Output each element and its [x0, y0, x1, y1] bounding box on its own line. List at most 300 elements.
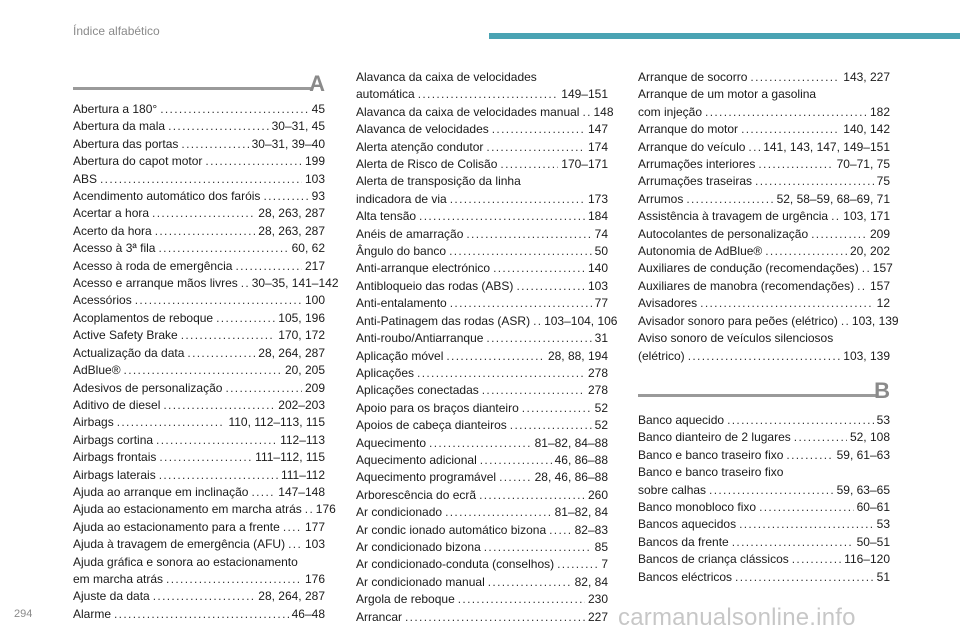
index-entry-pages: 30–31, 45 [271, 119, 325, 134]
index-entry-label: Alerta atenção condutor [356, 139, 484, 154]
dot-leader [739, 516, 874, 533]
dot-leader [549, 522, 572, 539]
index-entry [73, 153, 325, 170]
dot-leader [786, 447, 833, 464]
index-entry-label: Alavanca da caixa de velocidades manual [356, 104, 580, 119]
index-entry-pages: 103 [304, 171, 325, 186]
index-entry [638, 412, 890, 429]
index-entry-label: Ângulo do banco [356, 244, 447, 259]
index-entry-pages: 199 [304, 154, 325, 169]
page-number: 294 [14, 608, 33, 620]
index-entry-label: Aquecimento adicional [356, 452, 477, 467]
index-entry-label: Arrumações traseiras [638, 174, 753, 189]
index-entry-pages: 140 [587, 261, 608, 276]
dot-leader [251, 484, 275, 501]
index-entry-label: Autocolantes de personalização [638, 226, 809, 241]
index-entry-pages: 53 [876, 412, 890, 427]
index-entry-pages: 111–112, 115 [255, 450, 325, 465]
dot-leader [156, 432, 277, 449]
dot-leader [732, 534, 854, 551]
index-entry-pages: 28, 88, 194 [547, 348, 608, 363]
section-rule [73, 87, 311, 90]
index-entry [356, 487, 608, 504]
index-entry [73, 258, 325, 275]
index-entry-pages: 50–51 [856, 534, 890, 549]
index-entry [638, 534, 890, 551]
index-entry [356, 86, 608, 103]
dot-leader [159, 449, 252, 466]
index-entry-pages: 170–171 [561, 157, 608, 172]
index-entry [638, 551, 890, 568]
index-entry [356, 417, 608, 434]
index-entry-label: Bancos eléctricos [638, 569, 733, 584]
dot-leader [841, 313, 849, 330]
index-entry-label: ABS [73, 171, 98, 186]
index-entry-pages: 116–120 [844, 552, 890, 567]
index-entry-line: Aviso sonoro de veículos silenciosos [638, 331, 834, 346]
dot-leader [686, 191, 773, 208]
index-entry-label: Acerto da hora [73, 223, 152, 238]
index-entry-label: Ar condicionado-conduta (conselhos) [356, 557, 555, 572]
index-entry-label: Aplicações conectadas [356, 383, 479, 398]
index-entry [638, 313, 899, 330]
index-entry [638, 499, 890, 516]
index-entry-label: Airbags laterais [73, 467, 156, 482]
dot-leader [429, 435, 532, 452]
index-entry-pages: 52 [594, 418, 608, 433]
index-entry-pages: 75 [876, 174, 890, 189]
index-entry-label: Acertar a hora [73, 206, 150, 221]
dot-leader [205, 153, 302, 170]
dot-leader [158, 240, 288, 257]
index-entry [73, 501, 336, 518]
dot-leader [263, 188, 308, 205]
index-entry [638, 260, 893, 277]
index-entry-label: automática [356, 87, 415, 102]
index-entry-label: Ar condic ionado automático bizona [356, 522, 547, 537]
index-entry-pages: 20, 202 [849, 244, 890, 259]
index-entry-pages: 176 [315, 502, 336, 517]
index-entry [73, 588, 325, 605]
index-entry-label: (elétrico) [638, 348, 685, 363]
dot-leader [750, 69, 840, 86]
dot-leader [480, 452, 552, 469]
dot-leader [418, 86, 559, 103]
index-entry-pages: 45 [311, 102, 325, 116]
index-entry [638, 348, 890, 365]
index-entry-pages: 173 [587, 191, 608, 206]
index-entry [638, 429, 890, 446]
index-entry [638, 139, 890, 156]
index-entry-pages: 60–61 [856, 499, 890, 514]
dot-leader [486, 330, 591, 347]
index-entry [73, 327, 325, 344]
index-entry-label: Ajuda ao arranque em inclinação [73, 484, 249, 499]
dot-leader [492, 121, 585, 138]
index-entry-label: Arranque de socorro [638, 70, 748, 84]
index-entry-pages: 28, 263, 287 [258, 206, 325, 221]
index-entry-label: Ar condicionado manual [356, 574, 485, 589]
dot-leader [160, 101, 308, 118]
index-entry [356, 591, 608, 608]
index-entry-label: Abertura das portas [73, 136, 179, 151]
index-entry-line: Alavanca da caixa de velocidades [356, 70, 537, 84]
dot-leader [811, 226, 867, 243]
index-entry [638, 69, 890, 86]
index-entry-pages: 85 [594, 539, 608, 554]
dot-leader [735, 569, 874, 586]
index-entry [356, 539, 608, 556]
index-entry [73, 519, 325, 536]
index-entry [638, 278, 890, 295]
dot-leader [533, 313, 541, 330]
section-header-b [638, 377, 890, 412]
index-entry-pages: 82, 84 [574, 574, 608, 589]
index-entry-pages: 93 [311, 189, 325, 204]
index-entry [356, 504, 608, 521]
index-entry-label: indicadora de via [356, 191, 447, 206]
section-header-a [73, 71, 325, 101]
index-entry-label: Aquecimento programável [356, 470, 497, 485]
index-entry-pages: 59, 61–63 [836, 447, 890, 462]
index-entry-pages: 105, 196 [278, 310, 325, 325]
index-entry-label: Acesso e arranque mãos livres [73, 276, 238, 291]
dot-leader [759, 499, 854, 516]
dot-leader [100, 171, 302, 188]
index-entry-pages: 140, 142 [843, 122, 890, 137]
index-entry-label: Arborescência do ecrã [356, 487, 477, 502]
index-entry-label: Arranque do motor [638, 122, 739, 137]
index-entry-pages: 46–48 [291, 606, 325, 621]
index-entry-label: Autonomia de AdBlue® [638, 244, 763, 259]
index-entry-pages: 209 [304, 380, 325, 395]
index-entry-label: Airbags cortina [73, 432, 154, 447]
index-entry-label: Alavanca de velocidades [356, 122, 489, 137]
index-entry [638, 226, 890, 243]
index-entry-pages: 103 [304, 537, 325, 552]
index-column-3 [638, 69, 899, 586]
index-entry [638, 173, 890, 190]
index-entry [73, 536, 325, 553]
index-entry-label: Banco monobloco fixo [638, 499, 757, 514]
dot-leader [124, 362, 282, 379]
index-entry [638, 104, 890, 121]
index-entry-pages: 31 [594, 331, 608, 346]
index-entry [73, 484, 325, 501]
index-entry-label: Ar condicionado bizona [356, 539, 481, 554]
dot-leader [155, 223, 256, 240]
index-entry [638, 295, 890, 312]
index-entry-label: Ajuda à travagem de emergência (AFU) [73, 537, 286, 552]
dot-leader [166, 571, 302, 588]
index-entry [356, 574, 608, 591]
index-entry-label: Anti-Patinagem das rodas (ASR) [356, 313, 531, 328]
index-entry-pages: 147 [587, 122, 608, 137]
index-entry [356, 400, 608, 417]
index-entry-label: Active Safety Brake [73, 328, 178, 343]
dot-leader [305, 501, 313, 518]
index-entry [73, 397, 325, 414]
dot-leader [159, 467, 278, 484]
dot-leader [419, 208, 585, 225]
dot-leader [405, 609, 585, 626]
dot-leader [516, 278, 585, 295]
index-entry-pages: 260 [587, 487, 608, 502]
index-entry-label: Bancos de criança clássicos [638, 552, 789, 567]
index-entry-label: Anti-entalamento [356, 296, 447, 311]
dot-leader [755, 173, 874, 190]
index-entry-pages: 147–148 [278, 484, 325, 499]
dot-leader [283, 519, 302, 536]
index-entry-pages: 60, 62 [291, 241, 325, 256]
index-entry [356, 139, 608, 156]
index-entry-label: Apoio para os braços dianteiro [356, 400, 519, 415]
index-entry [73, 275, 339, 292]
index-entry-pages: 28, 263, 287 [258, 223, 325, 238]
index-entry-label: Acesso à 3ª fila [73, 241, 156, 256]
index-entry-label: Bancos da frente [638, 534, 729, 549]
index-entry-label: Auxiliares de condução (recomendações) [638, 261, 859, 276]
index-entry-label: Avisador sonoro para peões (elétrico) [638, 313, 838, 328]
index-entry-label: Alarme [73, 606, 112, 621]
index-entry-label: Arrumos [638, 191, 684, 206]
dot-leader [458, 591, 585, 608]
index-entry-pages: 46, 86–88 [554, 452, 608, 467]
index-entry-pages: 111–112 [280, 467, 325, 482]
index-entry-label: Bancos aquecidos [638, 517, 737, 532]
index-entry-line: Ajuda gráfica e sonora ao estacionamento [73, 554, 298, 569]
index-entry [356, 208, 608, 225]
dot-leader [450, 191, 585, 208]
index-entry-label: Airbags [73, 415, 114, 430]
index-entry-line: Banco e banco traseiro fixo [638, 465, 784, 480]
index-entry-label: Aplicação móvel [356, 348, 444, 363]
index-entry-pages: 28, 46, 86–88 [534, 470, 608, 485]
dot-leader [479, 487, 585, 504]
index-entry-pages: 81–82, 84–88 [534, 435, 608, 450]
index-entry [356, 382, 608, 399]
index-entry-pages: 157 [869, 278, 890, 293]
index-entry-label: Abertura a 180° [73, 102, 158, 116]
index-entry [638, 208, 890, 225]
index-entry-pages: 82–83 [574, 522, 608, 537]
index-entry-label: Acessórios [73, 293, 132, 308]
dot-leader [153, 588, 256, 605]
index-entry-pages: 110, 112–113, 115 [228, 415, 325, 430]
index-entry [356, 452, 608, 469]
index-entry-pages: 100 [304, 293, 325, 308]
index-entry [73, 136, 325, 153]
index-entry [638, 156, 890, 173]
dot-leader [449, 243, 592, 260]
index-entry [356, 104, 614, 121]
index-entry [73, 467, 325, 484]
index-entry-pages: 103–104, 106 [544, 313, 618, 328]
header-accent-bar [489, 33, 960, 39]
index-entry [73, 292, 325, 309]
dot-leader [168, 118, 269, 135]
index-entry-pages: 52 [594, 400, 608, 415]
index-entry [638, 191, 890, 208]
index-entry-pages: 202–203 [278, 397, 325, 412]
index-entry [73, 380, 325, 397]
index-entry-label: sobre calhas [638, 482, 707, 497]
index-entry [73, 362, 325, 379]
dot-leader [482, 382, 585, 399]
index-entry [356, 609, 608, 626]
index-entry-pages: 230 [587, 592, 608, 607]
index-entry-pages: 103 [587, 278, 608, 293]
index-entry [73, 240, 325, 257]
index-entry-pages: 103, 139 [851, 313, 899, 328]
index-entry [356, 522, 608, 539]
index-group-b [638, 412, 890, 586]
index-entry [73, 345, 325, 362]
index-entry [73, 310, 325, 327]
index-column-1 [73, 71, 339, 623]
index-entry-label: Alerta de Risco de Colisão [356, 157, 498, 172]
section-letter-b: B [874, 377, 890, 403]
index-entry-pages: 170, 172 [278, 328, 325, 343]
index-entry-label: em marcha atrás [73, 571, 164, 586]
index-entry-label: AdBlue® [73, 363, 121, 378]
dot-leader [181, 327, 276, 344]
dot-leader [794, 429, 847, 446]
dot-leader [765, 243, 847, 260]
index-entry-pages: 112–113 [280, 432, 325, 447]
index-entry-pages: 278 [587, 365, 608, 380]
index-entry-label: Banco e banco traseiro fixo [638, 447, 784, 462]
dot-leader [709, 482, 834, 499]
index-column-2 [356, 69, 618, 626]
index-entry-label: Argola de reboque [356, 592, 455, 607]
index-entry-pages: 53 [876, 517, 890, 532]
index-entry-label: Anéis de amarração [356, 226, 464, 241]
dot-leader [445, 504, 552, 521]
index-entry-pages: 59, 63–65 [836, 482, 890, 497]
index-entry-label: Anti-arranque electrónico [356, 261, 491, 276]
dot-leader [748, 139, 760, 156]
dot-leader [688, 348, 841, 365]
dot-leader [187, 345, 255, 362]
index-entry [638, 121, 890, 138]
dot-leader [484, 539, 592, 556]
index-entry-pages: 77 [594, 296, 608, 311]
dot-leader [499, 469, 532, 486]
dot-leader [181, 136, 248, 153]
dot-leader [216, 310, 275, 327]
index-entry-pages: 28, 264, 287 [258, 345, 325, 360]
dot-leader [857, 278, 867, 295]
index-entry-pages: 157 [872, 261, 893, 276]
dot-leader [557, 556, 598, 573]
index-entry-pages: 177 [304, 519, 325, 534]
index-entry [356, 313, 618, 330]
index-entry-pages: 174 [587, 139, 608, 154]
dot-leader [117, 414, 226, 431]
index-entry-label: Arrancar [356, 609, 403, 624]
index-entry-label: Anti-roubo/Antiarranque [356, 331, 484, 346]
dot-leader [500, 156, 558, 173]
dot-leader [727, 412, 874, 429]
index-entry [356, 348, 608, 365]
index-entry-pages: 227 [587, 609, 608, 624]
dot-leader [163, 397, 275, 414]
watermark: carmanualsonline.info [618, 604, 856, 631]
index-entry [638, 569, 890, 586]
index-entry [73, 171, 325, 188]
dot-leader [862, 260, 870, 277]
dot-leader [493, 260, 585, 277]
index-entry [356, 295, 608, 312]
index-entry-label: Acoplamentos de reboque [73, 310, 214, 325]
index-entry-pages: 278 [587, 383, 608, 398]
index-entry-label: Antibloqueio das rodas (ABS) [356, 278, 514, 293]
index-entry [73, 188, 325, 205]
index-entry [638, 482, 890, 499]
index-entry-label: Ajuda ao estacionamento para a frente [73, 519, 280, 534]
dot-leader [241, 275, 249, 292]
index-entry-label: Banco aquecido [638, 412, 725, 427]
index-entry [356, 435, 608, 452]
index-entry-label: Assistência à travagem de urgência [638, 209, 829, 224]
index-entry [356, 156, 608, 173]
index-entry [73, 449, 325, 466]
dot-leader [831, 208, 840, 225]
header-title: Índice alfabético [73, 24, 160, 38]
index-entry [73, 205, 325, 222]
index-entry-label: Apoios de cabeça dianteiros [356, 418, 507, 433]
index-entry-label: Adesivos de personalização [73, 380, 223, 395]
index-entry [73, 432, 325, 449]
index-entry-pages: 50 [594, 244, 608, 259]
section-letter-a: A [309, 71, 325, 96]
index-entry-pages: 182 [869, 104, 890, 119]
index-entry-label: Auxiliares de manobra (recomendações) [638, 278, 855, 293]
index-entry-pages: 52, 58–59, 68–69, 71 [776, 191, 890, 206]
index-entry-label: Aplicações [356, 365, 415, 380]
index-entry-pages: 12 [876, 296, 890, 311]
index-entry-label: Ajuste da data [73, 589, 150, 604]
index-entry-pages: 217 [304, 258, 325, 273]
dot-leader [488, 574, 572, 591]
index-entry [356, 121, 608, 138]
index-entry-label: Actualização da data [73, 345, 185, 360]
index-entry-pages: 70–71, 75 [836, 157, 890, 172]
index-entry-pages: 51 [876, 569, 890, 584]
index-entry [356, 260, 608, 277]
index-entry [638, 516, 890, 533]
dot-leader [522, 400, 592, 417]
index-entry-pages: 52, 108 [849, 430, 890, 445]
index-entry [73, 101, 325, 118]
index-entry-pages: 103, 171 [843, 209, 890, 224]
dot-leader [741, 121, 840, 138]
index-entry-pages: 20, 205 [284, 363, 325, 378]
dot-leader [792, 551, 841, 568]
index-entry-label: Abertura da mala [73, 119, 166, 134]
index-entry-line: Arranque de um motor a gasolina [638, 87, 817, 102]
dot-leader [152, 205, 255, 222]
dot-leader [466, 226, 591, 243]
index-entry-label: Alta tensão [356, 209, 417, 224]
dot-leader [450, 295, 592, 312]
dot-leader [135, 292, 302, 309]
index-entry-pages: 103, 139 [843, 348, 890, 363]
index-entry [356, 191, 608, 208]
index-entry [356, 556, 608, 573]
index-entry [73, 223, 325, 240]
